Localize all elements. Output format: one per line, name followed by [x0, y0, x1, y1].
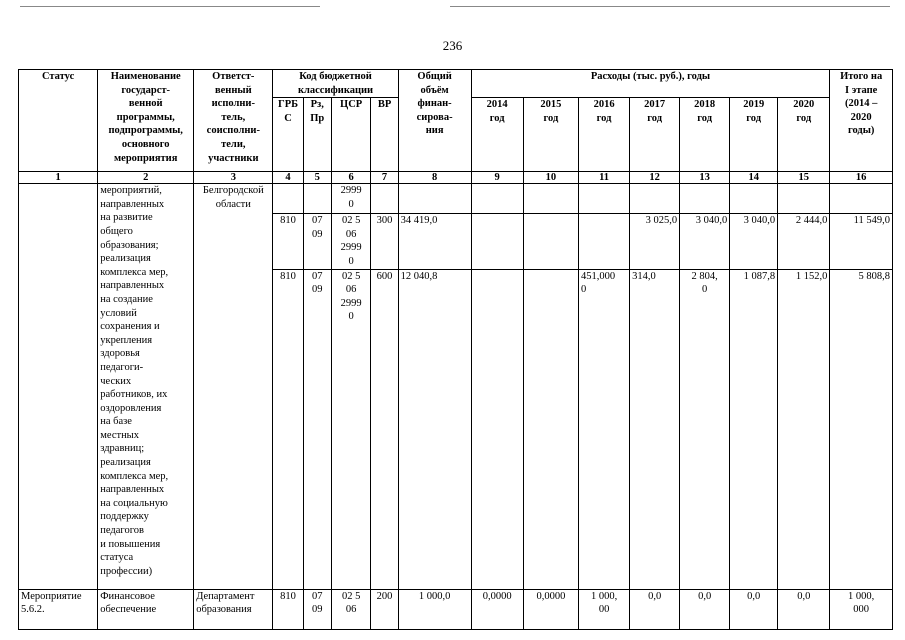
- y2020-value: 2 444,0: [778, 214, 830, 269]
- y2014-cont-empty: [471, 184, 523, 214]
- y2014-value: [471, 269, 523, 589]
- continuation-row-top: [19, 184, 893, 214]
- vr-value: 300: [371, 214, 398, 269]
- activity-name: Финансовое обеспечение: [98, 589, 194, 629]
- y2017-cont-empty: [630, 184, 680, 214]
- y2017-value: 314,0: [630, 269, 680, 589]
- header-grbs: ГРБ С: [273, 98, 303, 172]
- y2015-value: [523, 269, 578, 589]
- stage-cont-empty: [830, 184, 893, 214]
- y2018-value: 3 040,0: [680, 214, 730, 269]
- column-number: 2: [98, 172, 194, 184]
- stage-total-value: 5 808,8: [830, 269, 893, 589]
- status-cell-empty: [19, 184, 98, 589]
- rzpr-value: 07 09: [303, 269, 331, 589]
- vr-value: 600: [371, 269, 398, 589]
- stage-total-value: 11 549,0: [830, 214, 893, 269]
- rzpr-value: 07 09: [303, 589, 331, 629]
- header-rzpr: Рз, Пр: [303, 98, 331, 172]
- column-number: 9: [471, 172, 523, 184]
- y2017-value: 3 025,0: [630, 214, 680, 269]
- header-expenses: Расходы (тыс. руб.), годы: [471, 70, 830, 98]
- column-number: 10: [523, 172, 578, 184]
- header-status: Статус: [19, 70, 98, 172]
- y2019-cont-empty: [730, 184, 778, 214]
- continuation-name: мероприятий, направленных на развитие общего образования; реализация комплекса мер, направленных на создание условий сохранения и укрепления здоровья педагоги- ческих работников, их оздоровления на базе местных здравниц; реализация комплекса мер, направленных на социальную поддержку педагогов и повышения статуса профессии): [98, 184, 194, 589]
- column-number: 15: [778, 172, 830, 184]
- column-number: 13: [680, 172, 730, 184]
- y2020-cont-empty: [778, 184, 830, 214]
- vr-cont-empty: [371, 184, 398, 214]
- total-value: 12 040,8: [398, 269, 471, 589]
- activity-row-5-6-2: [19, 589, 893, 629]
- column-number: 3: [194, 172, 273, 184]
- y2016-value: 451,000 0: [579, 269, 630, 589]
- y2020-value: 0,0: [778, 589, 830, 629]
- header-total-volume: Общий объём финан- сирова- ния: [398, 70, 471, 172]
- activity-status: Мероприятие 5.6.2.: [19, 589, 98, 629]
- column-number: 11: [579, 172, 630, 184]
- vr-value: 200: [371, 589, 398, 629]
- column-number: 7: [371, 172, 398, 184]
- header-row-1: [19, 70, 893, 98]
- csr-value: 02 5 06: [331, 589, 371, 629]
- top-rule-right: [450, 6, 890, 7]
- csr-value: 02 5 06 2999 0: [331, 214, 371, 269]
- grbs-value: 810: [273, 589, 303, 629]
- budget-table: [18, 69, 893, 630]
- header-year-2017: 2017 год: [630, 98, 680, 172]
- y2018-value: 0,0: [680, 589, 730, 629]
- y2015-cont-empty: [523, 184, 578, 214]
- y2016-value: 1 000, 00: [579, 589, 630, 629]
- y2019-value: 1 087,8: [730, 269, 778, 589]
- header-name: Наименование государст- венной программы, подпрограммы, основного мероприятия: [98, 70, 194, 172]
- continuation-responsible: Белгородской области: [194, 184, 273, 589]
- column-number: 6: [331, 172, 371, 184]
- csr-value: 02 5 06 2999 0: [331, 269, 371, 589]
- y2019-value: 3 040,0: [730, 214, 778, 269]
- column-number: 16: [830, 172, 893, 184]
- y2019-value: 0,0: [730, 589, 778, 629]
- header-year-2020: 2020 год: [778, 98, 830, 172]
- column-number: 14: [730, 172, 778, 184]
- header-year-2019: 2019 год: [730, 98, 778, 172]
- header-responsible: Ответст- венный исполни- тель, соисполни- тели, участники: [194, 70, 273, 172]
- header-year-2015: 2015 год: [523, 98, 578, 172]
- column-number: 8: [398, 172, 471, 184]
- grbs-value: 810: [273, 269, 303, 589]
- y2015-value: 0,0000: [523, 589, 578, 629]
- header-year-2018: 2018 год: [680, 98, 730, 172]
- y2017-value: 0,0: [630, 589, 680, 629]
- y2018-value: 2 804, 0: [680, 269, 730, 589]
- y2014-value: 0,0000: [471, 589, 523, 629]
- y2015-value: [523, 214, 578, 269]
- total-value: 1 000,0: [398, 589, 471, 629]
- grbs-cont-empty: [273, 184, 303, 214]
- total-value: 34 419,0: [398, 214, 471, 269]
- column-number: 4: [273, 172, 303, 184]
- header-csr: ЦСР: [331, 98, 371, 172]
- header-stage-total: Итого на I этапе (2014 – 2020 годы): [830, 70, 893, 172]
- rzpr-value: 07 09: [303, 214, 331, 269]
- activity-responsible: Департамент образования: [194, 589, 273, 629]
- rzpr-cont-empty: [303, 184, 331, 214]
- column-number: 1: [19, 172, 98, 184]
- header-budget-code: Код бюджетной классификации: [273, 70, 398, 98]
- y2014-value: [471, 214, 523, 269]
- y2016-cont-empty: [579, 184, 630, 214]
- y2020-value: 1 152,0: [778, 269, 830, 589]
- header-year-2016: 2016 год: [579, 98, 630, 172]
- stage-total-value: 1 000, 000: [830, 589, 893, 629]
- column-number: 5: [303, 172, 331, 184]
- column-number-row: [19, 172, 893, 184]
- top-rule-left: [20, 6, 320, 7]
- y2018-cont-empty: [680, 184, 730, 214]
- header-year-2014: 2014 год: [471, 98, 523, 172]
- header-vr: ВР: [371, 98, 398, 172]
- column-number: 12: [630, 172, 680, 184]
- total-cont-empty: [398, 184, 471, 214]
- grbs-value: 810: [273, 214, 303, 269]
- page-number: 236: [442, 38, 463, 53]
- csr-continued: 2999 0: [331, 184, 371, 214]
- y2016-value: [579, 214, 630, 269]
